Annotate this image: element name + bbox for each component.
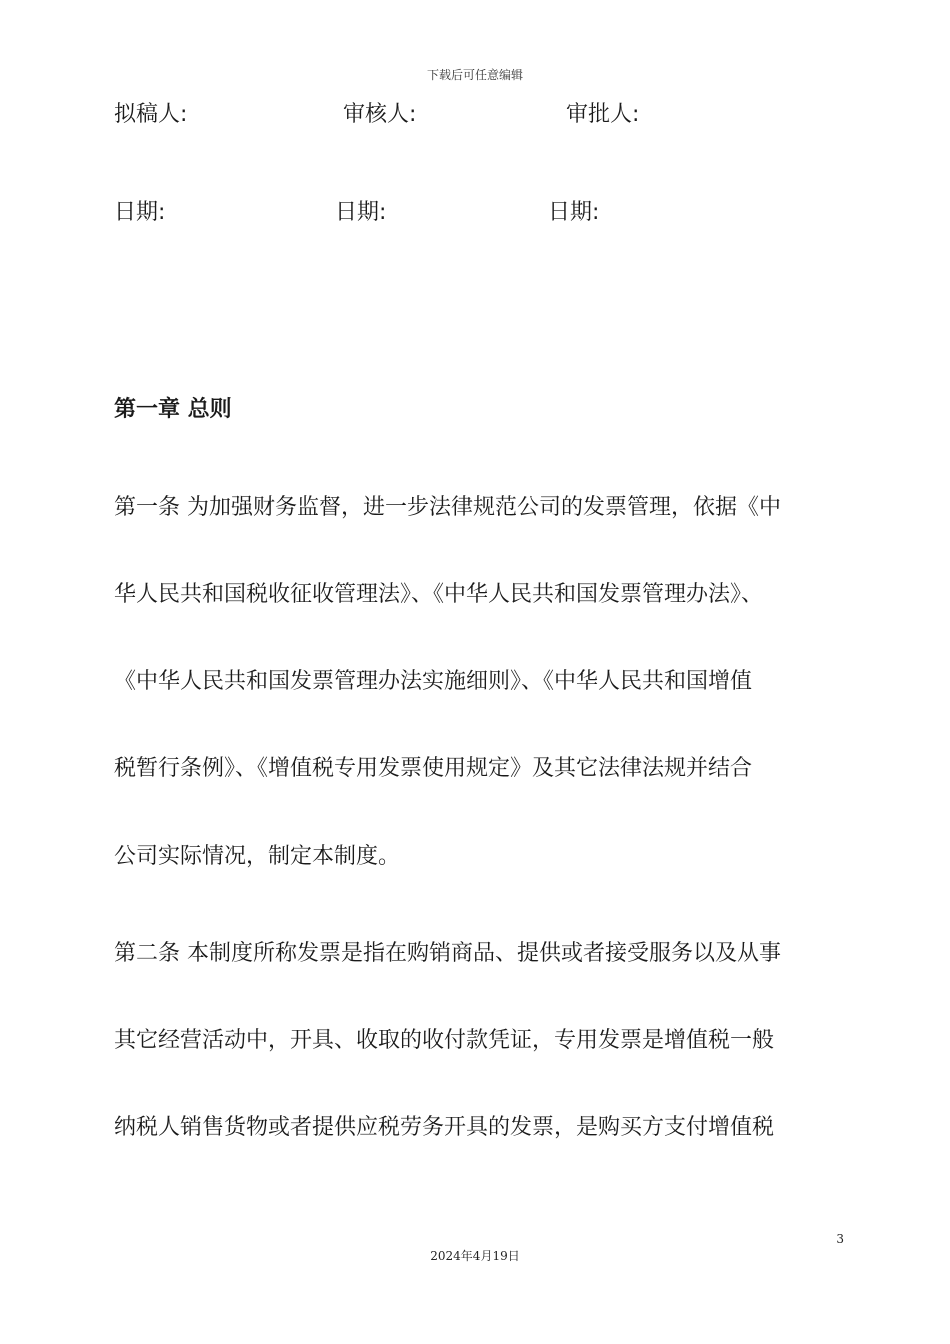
body-line: 第一条 为加强财务监督，进一步法律规范公司的发票管理，依据《中 — [114, 495, 781, 520]
chapter-title: 第一章 总则 — [114, 397, 232, 422]
approver-label: 审批人: — [566, 102, 640, 127]
page-header: 下载后可任意编辑 — [426, 68, 523, 82]
body-line: 第二条 本制度所称发票是指在购销商品、提供或者接受服务以及从事 — [114, 941, 781, 966]
body-line: 公司实际情况，制定本制度。 — [114, 844, 401, 869]
body-line: 《中华人民共和国发票管理办法实施细则》、《中华人民共和国增值 — [114, 669, 753, 694]
drafter-date-label: 日期: — [114, 200, 166, 225]
page-footer-date: 2024年4月19日 — [430, 1249, 520, 1263]
reviewer-date-label: 日期: — [335, 200, 387, 225]
drafter-label: 拟稿人: — [114, 102, 188, 127]
body-line: 税暂行条例》、《增值税专用发票使用规定》及其它法律法规并结合 — [114, 756, 753, 781]
reviewer-label: 审核人: — [343, 102, 417, 127]
body-line: 华人民共和国税收征收管理法》、《中华人民共和国发票管理办法》、 — [114, 582, 764, 607]
approver-date-label: 日期: — [548, 200, 600, 225]
body-line: 其它经营活动中，开具、收取的收付款凭证，专用发票是增值税一般 — [114, 1028, 775, 1053]
body-line: 纳税人销售货物或者提供应税劳务开具的发票，是购买方支付增值税 — [114, 1115, 775, 1140]
page-number: 3 — [836, 1232, 844, 1246]
